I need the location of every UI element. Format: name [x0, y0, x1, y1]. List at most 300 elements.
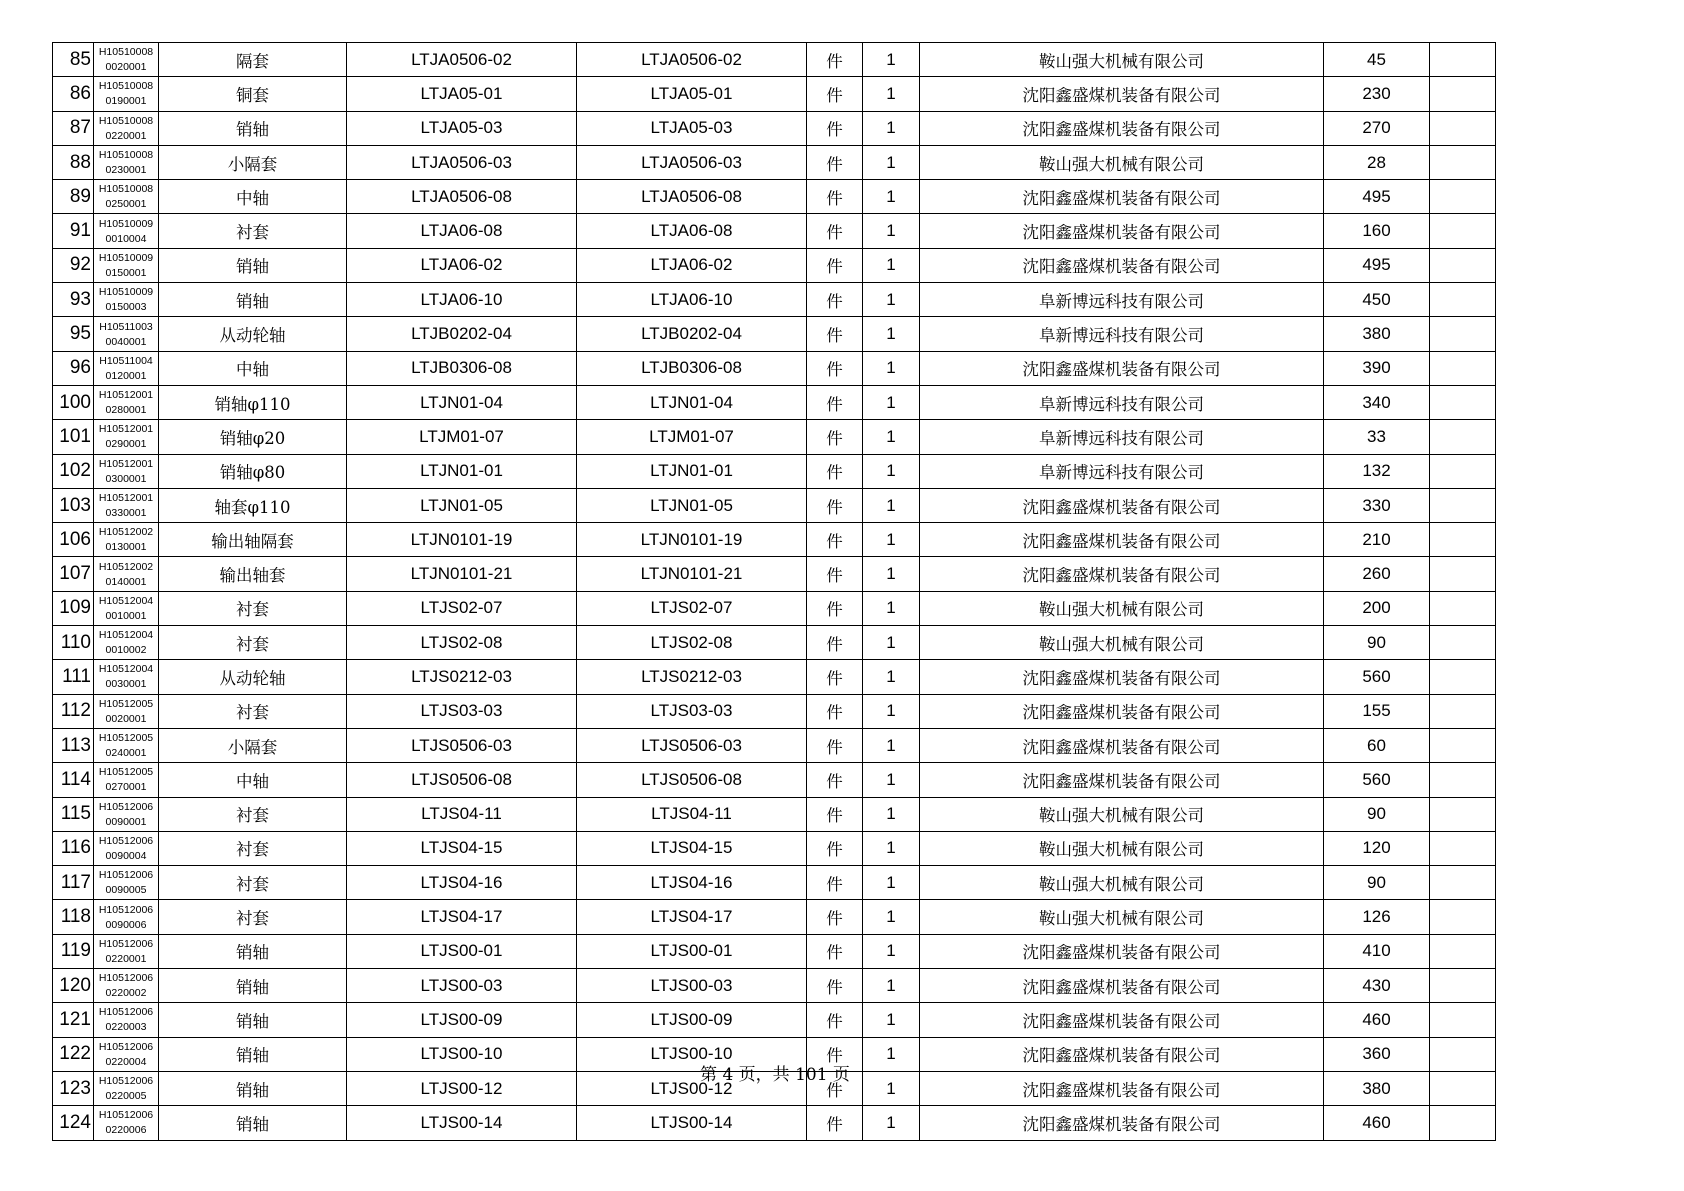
- spec-number-cell: LTJB0202-04: [577, 317, 807, 351]
- material-code-line: H10512004: [98, 594, 154, 607]
- material-code-line: 0220001: [105, 129, 147, 142]
- spec-number-cell: LTJS03-03: [577, 694, 807, 728]
- material-code-cell: [94, 420, 159, 454]
- table-body: [53, 43, 1496, 1141]
- unit-cell: 件: [807, 43, 863, 77]
- spec-number-cell: LTJM01-07: [577, 420, 807, 454]
- part-name-cell: 输出轴套: [159, 557, 347, 591]
- material-code-line: 0250001: [105, 198, 147, 211]
- spec-number-cell: LTJS04-11: [577, 797, 807, 831]
- unit-cell: 件: [807, 728, 863, 762]
- quantity-cell: 1: [863, 454, 920, 488]
- quantity-cell: 1: [863, 1037, 920, 1071]
- drawing-number-cell: LTJN01-04: [347, 385, 577, 419]
- row-number-cell: 107: [53, 557, 94, 591]
- row-number-cell: 110: [53, 626, 94, 660]
- remark-cell: [1430, 694, 1496, 728]
- table-row: [53, 385, 1496, 419]
- supplier-cell: 沈阳鑫盛煤机装备有限公司: [920, 934, 1324, 968]
- spec-number-cell: LTJN01-04: [577, 385, 807, 419]
- material-code-line: H10512006: [98, 1109, 154, 1122]
- material-code-cell: [94, 831, 159, 865]
- row-number-cell: 119: [53, 934, 94, 968]
- quantity-cell: 1: [863, 866, 920, 900]
- spec-number-cell: LTJA06-10: [577, 283, 807, 317]
- table-row: [53, 694, 1496, 728]
- drawing-number-cell: LTJS00-10: [347, 1037, 577, 1071]
- material-code-line: 0030001: [105, 678, 147, 691]
- quantity-cell: 1: [863, 694, 920, 728]
- material-code-cell: [94, 694, 159, 728]
- supplier-cell: 阜新博远科技有限公司: [920, 283, 1324, 317]
- row-number-cell: 85: [53, 43, 94, 77]
- price-cell: 90: [1324, 866, 1430, 900]
- material-code-line: 0220002: [105, 987, 147, 1000]
- supplier-cell: 鞍山强大机械有限公司: [920, 831, 1324, 865]
- spec-number-cell: LTJA06-02: [577, 248, 807, 282]
- spec-number-cell: LTJS04-16: [577, 866, 807, 900]
- unit-cell: 件: [807, 1071, 863, 1105]
- row-number-cell: 115: [53, 797, 94, 831]
- material-code-line: 0270001: [105, 781, 147, 794]
- row-number-cell: 118: [53, 900, 94, 934]
- material-code-line: H10512002: [98, 560, 154, 573]
- table-row: [53, 317, 1496, 351]
- material-code-line: H10512006: [98, 972, 154, 985]
- supplier-cell: 鞍山强大机械有限公司: [920, 43, 1324, 77]
- material-code-cell: [94, 900, 159, 934]
- quantity-cell: 1: [863, 488, 920, 522]
- spec-number-cell: LTJS04-15: [577, 831, 807, 865]
- table-row: [53, 488, 1496, 522]
- quantity-cell: 1: [863, 728, 920, 762]
- table-row: [53, 145, 1496, 179]
- remark-cell: [1430, 351, 1496, 385]
- supplier-cell: 沈阳鑫盛煤机装备有限公司: [920, 180, 1324, 214]
- material-code-line: 0220001: [105, 952, 147, 965]
- unit-cell: 件: [807, 283, 863, 317]
- part-name-cell: 从动轮轴: [159, 660, 347, 694]
- remark-cell: [1430, 1106, 1496, 1140]
- row-number-cell: 91: [53, 214, 94, 248]
- material-code-line: 0010001: [105, 609, 147, 622]
- material-code-line: 0240001: [105, 747, 147, 760]
- row-number-cell: 93: [53, 283, 94, 317]
- remark-cell: [1430, 831, 1496, 865]
- spec-number-cell: LTJS04-17: [577, 900, 807, 934]
- material-code-line: 0020001: [105, 712, 147, 725]
- material-code-cell: [94, 934, 159, 968]
- supplier-cell: 沈阳鑫盛煤机装备有限公司: [920, 728, 1324, 762]
- spec-number-cell: LTJA05-01: [577, 77, 807, 111]
- part-name-cell: 隔套: [159, 43, 347, 77]
- part-name-cell: 销轴: [159, 1003, 347, 1037]
- material-code-line: 0330001: [105, 507, 147, 519]
- supplier-cell: 沈阳鑫盛煤机装备有限公司: [920, 214, 1324, 248]
- drawing-number-cell: LTJS02-08: [347, 626, 577, 660]
- unit-cell: 件: [807, 831, 863, 865]
- material-code-line: 0090006: [105, 918, 147, 931]
- spec-number-cell: LTJA05-03: [577, 111, 807, 145]
- unit-cell: 件: [807, 1003, 863, 1037]
- table-row: [53, 454, 1496, 488]
- remark-cell: [1430, 111, 1496, 145]
- material-code-line: 0220006: [105, 1124, 147, 1137]
- drawing-number-cell: LTJN01-01: [347, 454, 577, 488]
- material-code-line: 0230001: [105, 164, 147, 177]
- table-row: [53, 43, 1496, 77]
- spec-number-cell: LTJB0306-08: [577, 351, 807, 385]
- material-code-cell: [94, 660, 159, 694]
- table-row: [53, 420, 1496, 454]
- material-code-line: 0010004: [105, 232, 147, 245]
- material-code-line: H10510009: [98, 286, 154, 299]
- price-cell: 330: [1324, 488, 1430, 522]
- material-code-line: 0220003: [105, 1021, 147, 1034]
- drawing-number-cell: LTJS0212-03: [347, 660, 577, 694]
- quantity-cell: 1: [863, 1106, 920, 1140]
- supplier-cell: 沈阳鑫盛煤机装备有限公司: [920, 77, 1324, 111]
- part-name-cell: 中轴: [159, 180, 347, 214]
- unit-cell: 件: [807, 660, 863, 694]
- material-code-line: H10512004: [98, 663, 154, 676]
- price-cell: 560: [1324, 763, 1430, 797]
- drawing-number-cell: LTJB0202-04: [347, 317, 577, 351]
- drawing-number-cell: LTJS00-09: [347, 1003, 577, 1037]
- price-cell: 460: [1324, 1003, 1430, 1037]
- material-code-cell: [94, 523, 159, 557]
- spec-number-cell: LTJS00-10: [577, 1037, 807, 1071]
- material-code-cell: [94, 969, 159, 1003]
- quantity-cell: 1: [863, 763, 920, 797]
- supplier-cell: 沈阳鑫盛煤机装备有限公司: [920, 763, 1324, 797]
- material-code-cell: [94, 626, 159, 660]
- remark-cell: [1430, 626, 1496, 660]
- remark-cell: [1430, 214, 1496, 248]
- drawing-number-cell: LTJA0506-08: [347, 180, 577, 214]
- material-code-cell: [94, 283, 159, 317]
- part-name-cell: 小隔套: [159, 728, 347, 762]
- price-cell: 90: [1324, 626, 1430, 660]
- unit-cell: 件: [807, 694, 863, 728]
- unit-cell: 件: [807, 351, 863, 385]
- drawing-number-cell: LTJS04-17: [347, 900, 577, 934]
- drawing-number-cell: LTJS04-11: [347, 797, 577, 831]
- supplier-cell: 沈阳鑫盛煤机装备有限公司: [920, 557, 1324, 591]
- row-number-cell: 117: [53, 866, 94, 900]
- quantity-cell: 1: [863, 420, 920, 454]
- material-code-line: H10512006: [98, 1075, 154, 1088]
- price-cell: 450: [1324, 283, 1430, 317]
- table-row: [53, 900, 1496, 934]
- drawing-number-cell: LTJS04-16: [347, 866, 577, 900]
- spec-number-cell: LTJS00-09: [577, 1003, 807, 1037]
- quantity-cell: 1: [863, 180, 920, 214]
- row-number-cell: 109: [53, 591, 94, 625]
- spec-number-cell: LTJS00-01: [577, 934, 807, 968]
- unit-cell: 件: [807, 385, 863, 419]
- supplier-cell: 鞍山强大机械有限公司: [920, 797, 1324, 831]
- remark-cell: [1430, 145, 1496, 179]
- material-code-line: 0120001: [105, 369, 147, 382]
- material-code-line: H10512005: [98, 697, 154, 710]
- supplier-cell: 鞍山强大机械有限公司: [920, 591, 1324, 625]
- row-number-cell: 113: [53, 728, 94, 762]
- price-cell: 460: [1324, 1106, 1430, 1140]
- quantity-cell: 1: [863, 591, 920, 625]
- unit-cell: 件: [807, 488, 863, 522]
- part-name-cell: 衬套: [159, 866, 347, 900]
- parts-table: [52, 42, 1496, 1141]
- material-code-line: 0130001: [105, 541, 147, 554]
- row-number-cell: 87: [53, 111, 94, 145]
- material-code-line: H10512001: [98, 389, 154, 402]
- material-code-line: 0090001: [105, 815, 147, 828]
- drawing-number-cell: LTJN0101-21: [347, 557, 577, 591]
- unit-cell: 件: [807, 145, 863, 179]
- material-code-line: 0190001: [105, 95, 147, 108]
- material-code-cell: [94, 488, 159, 522]
- price-cell: 410: [1324, 934, 1430, 968]
- row-number-cell: 120: [53, 969, 94, 1003]
- part-name-cell: 衬套: [159, 797, 347, 831]
- material-code-line: H10512006: [98, 1040, 154, 1053]
- material-code-cell: [94, 454, 159, 488]
- unit-cell: 件: [807, 900, 863, 934]
- unit-cell: 件: [807, 248, 863, 282]
- part-name-cell: 销轴φ20: [159, 420, 347, 454]
- price-cell: 210: [1324, 523, 1430, 557]
- part-name-cell: 销轴: [159, 934, 347, 968]
- material-code-line: 0090005: [105, 884, 147, 897]
- material-code-line: H10512001: [98, 492, 154, 504]
- quantity-cell: 1: [863, 248, 920, 282]
- quantity-cell: 1: [863, 900, 920, 934]
- supplier-cell: 鞍山强大机械有限公司: [920, 626, 1324, 660]
- material-code-line: H10512006: [98, 800, 154, 813]
- price-cell: 126: [1324, 900, 1430, 934]
- remark-cell: [1430, 420, 1496, 454]
- drawing-number-cell: LTJS00-14: [347, 1106, 577, 1140]
- unit-cell: 件: [807, 797, 863, 831]
- quantity-cell: 1: [863, 111, 920, 145]
- material-code-line: H10511004: [99, 354, 153, 367]
- table-row: [53, 1003, 1496, 1037]
- table-row: [53, 660, 1496, 694]
- table-row: [53, 934, 1496, 968]
- row-number-cell: 103: [53, 488, 94, 522]
- unit-cell: 件: [807, 626, 863, 660]
- material-code-line: H10512006: [98, 834, 154, 847]
- price-cell: 160: [1324, 214, 1430, 248]
- table-row: [53, 1106, 1496, 1140]
- unit-cell: 件: [807, 454, 863, 488]
- spec-number-cell: LTJN0101-21: [577, 557, 807, 591]
- part-name-cell: 销轴: [159, 1037, 347, 1071]
- quantity-cell: 1: [863, 969, 920, 1003]
- spec-number-cell: LTJS0212-03: [577, 660, 807, 694]
- unit-cell: 件: [807, 420, 863, 454]
- part-name-cell: 衬套: [159, 591, 347, 625]
- unit-cell: 件: [807, 523, 863, 557]
- row-number-cell: 88: [53, 145, 94, 179]
- remark-cell: [1430, 248, 1496, 282]
- spec-number-cell: LTJN01-01: [577, 454, 807, 488]
- row-number-cell: 122: [53, 1037, 94, 1071]
- table-row: [53, 248, 1496, 282]
- price-cell: 380: [1324, 317, 1430, 351]
- part-name-cell: 从动轮轴: [159, 317, 347, 351]
- material-code-line: H10512001: [98, 457, 154, 470]
- drawing-number-cell: LTJS00-03: [347, 969, 577, 1003]
- supplier-cell: 沈阳鑫盛煤机装备有限公司: [920, 248, 1324, 282]
- material-code-line: 0220005: [105, 1090, 147, 1103]
- price-cell: 270: [1324, 111, 1430, 145]
- remark-cell: [1430, 797, 1496, 831]
- price-cell: 495: [1324, 180, 1430, 214]
- price-cell: 430: [1324, 969, 1430, 1003]
- table-row: [53, 214, 1496, 248]
- row-number-cell: 114: [53, 763, 94, 797]
- supplier-cell: 沈阳鑫盛煤机装备有限公司: [920, 660, 1324, 694]
- supplier-cell: 阜新博远科技有限公司: [920, 420, 1324, 454]
- material-code-cell: [94, 557, 159, 591]
- unit-cell: 件: [807, 1106, 863, 1140]
- row-number-cell: 100: [53, 385, 94, 419]
- quantity-cell: 1: [863, 43, 920, 77]
- material-code-line: H10512002: [98, 526, 154, 539]
- price-cell: 90: [1324, 797, 1430, 831]
- supplier-cell: 阜新博远科技有限公司: [920, 385, 1324, 419]
- unit-cell: 件: [807, 591, 863, 625]
- row-number-cell: 121: [53, 1003, 94, 1037]
- price-cell: 45: [1324, 43, 1430, 77]
- material-code-cell: [94, 591, 159, 625]
- quantity-cell: 1: [863, 557, 920, 591]
- spec-number-cell: LTJA0506-02: [577, 43, 807, 77]
- price-cell: 260: [1324, 557, 1430, 591]
- part-name-cell: 销轴φ110: [159, 385, 347, 419]
- quantity-cell: 1: [863, 831, 920, 865]
- table-row: [53, 866, 1496, 900]
- price-cell: 360: [1324, 1037, 1430, 1071]
- drawing-number-cell: LTJA05-03: [347, 111, 577, 145]
- part-name-cell: 中轴: [159, 351, 347, 385]
- drawing-number-cell: LTJS0506-08: [347, 763, 577, 797]
- material-code-line: 0010002: [105, 644, 147, 657]
- spec-number-cell: LTJA0506-08: [577, 180, 807, 214]
- quantity-cell: 1: [863, 523, 920, 557]
- material-code-cell: [94, 317, 159, 351]
- row-number-cell: 92: [53, 248, 94, 282]
- row-number-cell: 96: [53, 351, 94, 385]
- unit-cell: 件: [807, 557, 863, 591]
- drawing-number-cell: LTJS03-03: [347, 694, 577, 728]
- material-code-cell: [94, 43, 159, 77]
- quantity-cell: 1: [863, 1071, 920, 1105]
- material-code-line: H10510008: [98, 114, 154, 127]
- quantity-cell: 1: [863, 660, 920, 694]
- remark-cell: [1430, 385, 1496, 419]
- material-code-line: H10512005: [98, 766, 154, 779]
- row-number-cell: 106: [53, 523, 94, 557]
- price-cell: 60: [1324, 728, 1430, 762]
- part-name-cell: 轴套φ110: [159, 488, 347, 522]
- unit-cell: 件: [807, 934, 863, 968]
- remark-cell: [1430, 969, 1496, 1003]
- material-code-cell: [94, 797, 159, 831]
- remark-cell: [1430, 900, 1496, 934]
- material-code-cell: [94, 763, 159, 797]
- supplier-cell: 沈阳鑫盛煤机装备有限公司: [920, 1003, 1324, 1037]
- unit-cell: 件: [807, 969, 863, 1003]
- remark-cell: [1430, 866, 1496, 900]
- spec-number-cell: LTJA06-08: [577, 214, 807, 248]
- part-name-cell: 销轴: [159, 283, 347, 317]
- supplier-cell: 阜新博远科技有限公司: [920, 317, 1324, 351]
- material-code-line: 0150001: [105, 266, 147, 279]
- table-row: [53, 728, 1496, 762]
- material-code-cell: [94, 180, 159, 214]
- remark-cell: [1430, 283, 1496, 317]
- table-row: [53, 831, 1496, 865]
- remark-cell: [1430, 763, 1496, 797]
- quantity-cell: 1: [863, 934, 920, 968]
- table-row: [53, 523, 1496, 557]
- part-name-cell: 衬套: [159, 831, 347, 865]
- table-row: [53, 283, 1496, 317]
- quantity-cell: 1: [863, 1003, 920, 1037]
- drawing-number-cell: LTJA06-02: [347, 248, 577, 282]
- quantity-cell: 1: [863, 145, 920, 179]
- quantity-cell: 1: [863, 626, 920, 660]
- material-code-line: 0020001: [105, 61, 147, 74]
- table-row: [53, 180, 1496, 214]
- table-row: [53, 969, 1496, 1003]
- supplier-cell: 沈阳鑫盛煤机装备有限公司: [920, 1037, 1324, 1071]
- spec-number-cell: LTJS0506-03: [577, 728, 807, 762]
- table-row: [53, 797, 1496, 831]
- material-code-line: H10512005: [98, 732, 154, 745]
- material-code-line: 0090004: [105, 849, 147, 862]
- price-cell: 495: [1324, 248, 1430, 282]
- remark-cell: [1430, 1003, 1496, 1037]
- remark-cell: [1430, 43, 1496, 77]
- material-code-cell: [94, 1106, 159, 1140]
- remark-cell: [1430, 728, 1496, 762]
- row-number-cell: 89: [53, 180, 94, 214]
- supplier-cell: 阜新博远科技有限公司: [920, 454, 1324, 488]
- price-cell: 33: [1324, 420, 1430, 454]
- drawing-number-cell: LTJS0506-03: [347, 728, 577, 762]
- material-code-cell: [94, 728, 159, 762]
- price-cell: 340: [1324, 385, 1430, 419]
- material-code-cell: [94, 77, 159, 111]
- drawing-number-cell: LTJA0506-02: [347, 43, 577, 77]
- row-number-cell: 116: [53, 831, 94, 865]
- supplier-cell: 鞍山强大机械有限公司: [920, 866, 1324, 900]
- supplier-cell: 沈阳鑫盛煤机装备有限公司: [920, 523, 1324, 557]
- material-code-line: 0280001: [105, 404, 147, 417]
- material-code-line: H10510008: [98, 46, 154, 59]
- material-code-line: H10510008: [98, 80, 154, 93]
- material-code-cell: [94, 248, 159, 282]
- drawing-number-cell: LTJN0101-19: [347, 523, 577, 557]
- drawing-number-cell: LTJA0506-03: [347, 145, 577, 179]
- quantity-cell: 1: [863, 317, 920, 351]
- part-name-cell: 铜套: [159, 77, 347, 111]
- material-code-line: H10512006: [98, 937, 154, 950]
